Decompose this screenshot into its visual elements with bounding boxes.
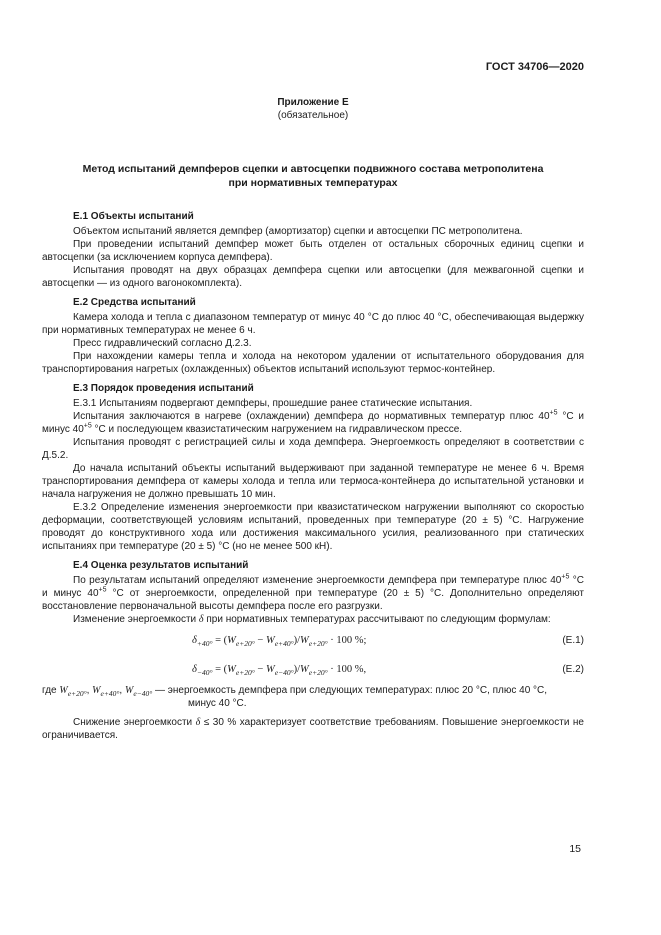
formula-number-e1: (Е.1): [562, 635, 584, 646]
paragraph-e1-3: Испытания проводят на двух образцах демпфера сцепки или автосцепки (для межвагонной сцепки и автосцепки — из одного вагонокомплекта).: [42, 265, 584, 289]
w-symbol: W: [300, 635, 309, 646]
w-symbol: W: [59, 685, 68, 696]
w-symbol: W: [124, 685, 134, 696]
delta-symbol: δ: [192, 635, 197, 646]
paragraph-e1-2: При проведении испытаний демпфер может быть отделен от остальных сборочных единиц сцепки и автосцепки (за исключением корпуса демпфера).: [42, 239, 584, 263]
where-definition-continuation: минус 40 °С.: [188, 698, 247, 709]
formula-e2-row: [42, 663, 584, 676]
w-symbol: W: [265, 664, 275, 675]
tolerance-superscript: +5: [549, 409, 558, 417]
formula-e2: $\delta_{-40^\circ} = (W_{е+20^\circ} - W_{е-40^\circ})/W_{е+20^\circ} \cdot 100$ %,: [192, 664, 367, 678]
paragraph-e3-4: До начала испытаний объекты испытаний выдерживают при заданной температуре не менее 6 ч. Время транспортирования демпфера от камеры холода и тепла или термоса-контейнера до испытательной установки и начала нагружения не должно превышать 10 мин.: [42, 463, 584, 500]
tolerance-superscript: +5: [561, 573, 570, 581]
page-content: [42, 0, 584, 742]
where-definition: где $W_{е+20^\circ}$, $W_{е+40^\circ}$, $W_{е-40^\circ}$ — энергоемкость демпфера при следующих температурах: плюс 20 °С, плюс 40 °С,: [42, 685, 548, 698]
paragraph-e2-1: Камера холода и тепла с диапазоном температур от минус 40 °С до плюс 40 °С, обеспечивающая выдержку при нормативных температурах не менее 6 ч.: [42, 312, 584, 336]
formula-subscript: е+20°: [235, 668, 255, 678]
formula-number-e2: (Е.2): [562, 664, 584, 675]
formula-subscript: е+20°: [308, 668, 328, 678]
page-title-line1: Метод испытаний демпферов сцепки и автосцепки подвижного состава метрополитена: [82, 163, 544, 175]
paragraph-e4-1: По результатам испытаний определяют изменение энергоемкости демпфера при температуре плюс $40^{+5}$ °С и минус $40^{+5}$ °С от энергоемкости, определенной при температуре (20 ± 5) °С. Дополнительно определяют восстановление первоначальной высоты демпфера после его разгрузки.: [42, 573, 585, 612]
paragraph-e3-2: Испытания заключаются в нагреве (охлаждении) демпфера до нормативных температур плюс $40^{+5}$ °С и минус $40^{+5}$ °С и последующем квазистатическим нагружением на гидравлическом прессе.: [42, 409, 584, 435]
formula-subscript: е+20°: [67, 689, 87, 698]
section-e2-heading: Е.2 Средства испытаний: [73, 297, 196, 308]
formula-e1-row: [42, 634, 584, 647]
w-symbol: W: [92, 685, 101, 696]
section-e4-heading: Е.4 Оценка результатов испытаний: [73, 560, 249, 571]
page-title: [42, 162, 584, 190]
formula-subscript: е+40°: [274, 639, 294, 649]
formula-subscript: −40°: [196, 668, 213, 678]
delta-symbol: δ: [198, 614, 204, 625]
paragraph-e3-3: Испытания проводят с регистрацией силы и хода демпфера. Энергоемкость определяют в соответствии с Д.5.2.: [42, 437, 584, 461]
paragraph-e1-1: Объектом испытаний является демпфер (амортизатор) сцепки и автосцепки ПС метрополитена.: [73, 226, 523, 237]
delta-symbol: δ: [192, 664, 197, 675]
formula-subscript: е−40°: [274, 668, 294, 678]
paragraph-e3-1: Е.3.1 Испытаниям подвергают демпферы, прошедшие ранее статические испытания.: [73, 398, 473, 409]
paragraph-e2-3: При нахождении камеры тепла и холода на некотором удалении от испытательного оборудования для транспортирования нагретых (охлажденных) объектов испытаний используют термос-контейнер.: [42, 351, 584, 375]
paragraph-e4-2: Изменение энергоемкости δ при нормативных температурах рассчитывают по следующим формулам:: [73, 614, 551, 625]
w-symbol: W: [227, 664, 236, 675]
tolerance-superscript: +5: [83, 422, 92, 430]
section-e3-heading: Е.3 Порядок проведения испытаний: [73, 383, 254, 394]
formula-subscript: е+20°: [235, 639, 255, 649]
paragraph-e2-2: Пресс гидравлический согласно Д.2.3.: [73, 338, 252, 349]
page-title-line2: при нормативных температурах: [228, 177, 398, 189]
delta-symbol: δ: [195, 717, 201, 728]
tolerance-superscript: +5: [98, 586, 107, 594]
section-e1-heading: Е.1 Объекты испытаний: [73, 211, 194, 222]
paragraph-e3-5: Е.3.2 Определение изменения энергоемкости при квазистатическом нагружении выполняют со скоростью деформации, соответствующей условиям испытаний, проведенных при температуре (20 ± 5) °С. Нагружение проводят до конструктивного хода или достижения максимального усилия, реализованного при статических испытаниях при температуре (20 ± 5) °С (но не менее 500 кН).: [42, 502, 584, 552]
w-symbol: W: [227, 635, 236, 646]
formula-subscript: е+40°: [100, 689, 120, 698]
w-symbol: W: [265, 635, 275, 646]
doc-number: ГОСТ 34706—2020: [485, 61, 584, 73]
annex-note: (обязательное): [277, 110, 349, 121]
page-number: 15: [569, 843, 581, 855]
formula-subscript: е+20°: [308, 639, 328, 649]
annex-label: Приложение Е: [277, 97, 349, 108]
w-symbol: W: [300, 664, 309, 675]
formula-subscript: +40°: [196, 639, 213, 649]
closing-paragraph: Снижение энергоемкости δ ≤ 30 % характеризует соответствие требованиям. Повышение энергоемкости не ограничивается.: [42, 717, 584, 741]
formula-subscript: е−40°: [133, 689, 153, 698]
formula-e1: $\delta_{+40^\circ} = (W_{е+20^\circ} - W_{е+40^\circ})/W_{е+20^\circ} \cdot 100$ %;: [192, 635, 367, 649]
